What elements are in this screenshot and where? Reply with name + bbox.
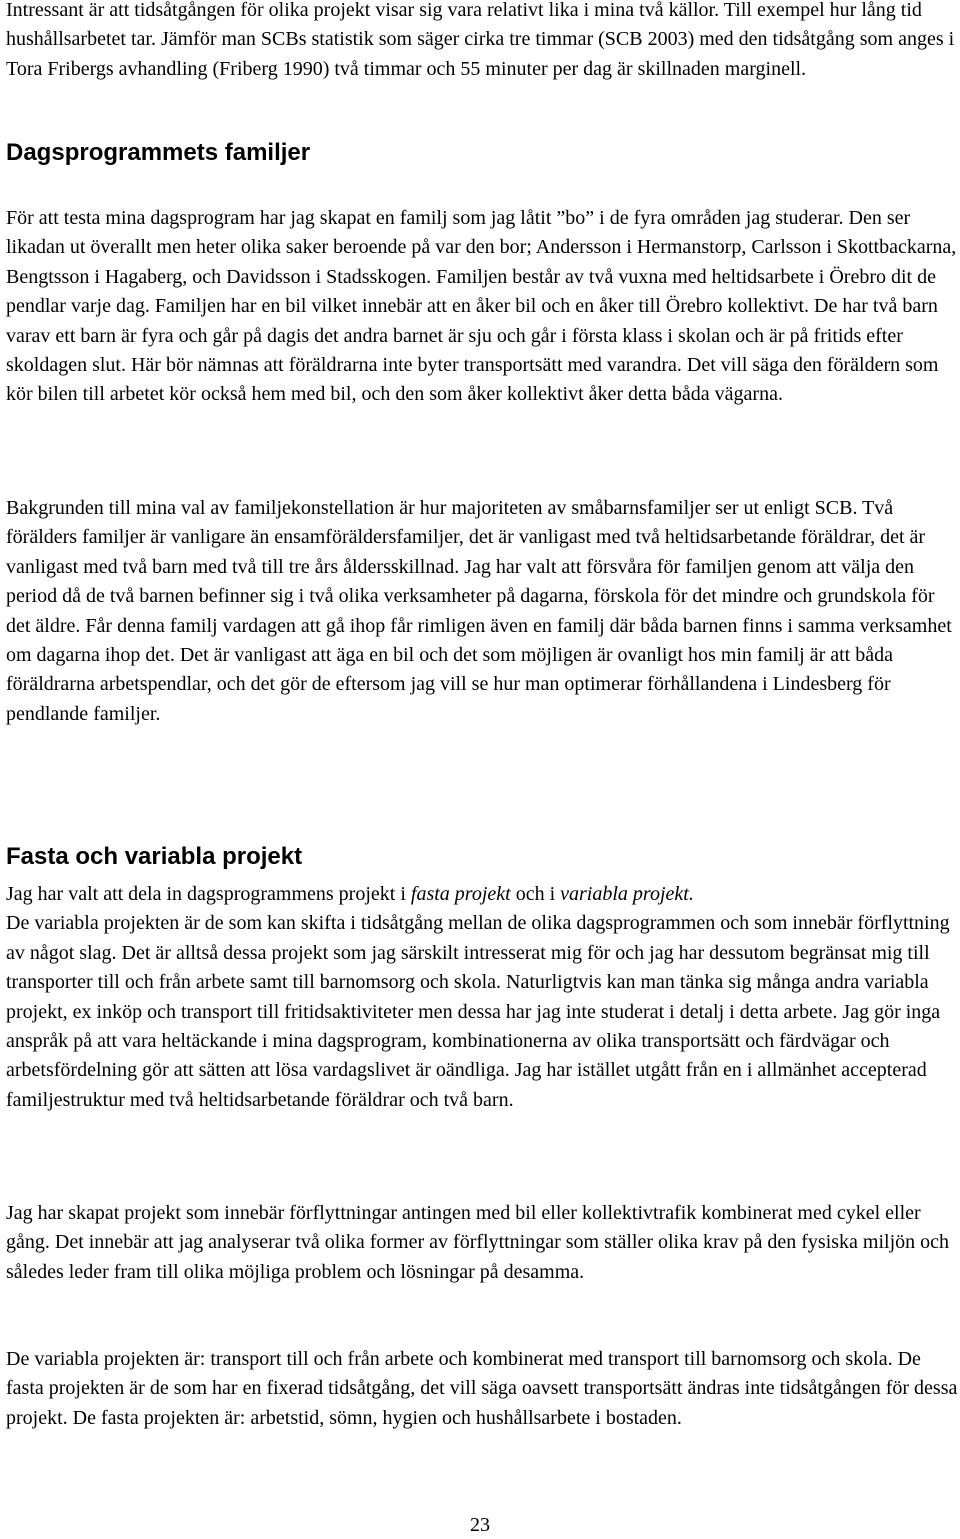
- movement-paragraph: Jag har skapat projekt som innebär förflyttningar antingen med bil eller kollektivtrafik kombinerat med cykel eller gång. Det innebär att jag analyserar två olika former av förflyttningar som ställer olika krav på den fysiska miljön och således leder fram till olika möjliga problem och lösningar på desamma.: [6, 1202, 950, 1283]
- projects-paragraph-rest: De variabla projekten är de som kan skifta i tidsåtgång mellan de olika dagsprogrammen och som innebär förflyttning av något slag. Det är alltså dessa projekt som jag särskilt intresserat mig för och jag har dessutom begränsat mig till transporter till och från arbete samt till barnomsorg och skola. Naturligtvis kan man tänka sig många andra variabla projekt, ex inköp och transport till fritidsaktiviteter men dessa har jag inte studerat i detalj i detta arbete. Jag gör inga anspråk på att vara heltäckande i mina dagsprogram, kombinationerna av olika transportsätt och färdvägar och arbetsfördelning gör att sätten att lösa vardagslivet är oändliga. Jag har istället utgått från en i allmänhet accepterad familjestruktur med två heltidsarbetande föräldrar och två barn.: [6, 912, 950, 1111]
- projects-paragraph: [6, 880, 958, 1115]
- projects-paragraph-lead: Jag har valt att dela in dagsprogrammens projekt i: [6, 883, 411, 905]
- intro-paragraph: Intressant är att tidsåtgången för olika projekt visar sig vara relativt lika i mina två källor. Till exempel hur lång tid hushållsarbetet tar. Jämför man SCBs statistik som säger cirka tre timmar (SCB 2003) med den tidsåtgång som anges i Tora Fribergs avhandling (Friberg 1990) två timmar och 55 minuter per dag är skillnaden marginell.: [6, 0, 955, 80]
- fasta-projekt-term: fasta projekt: [410, 883, 511, 905]
- projects-paragraph-mid: och i: [510, 883, 561, 905]
- background-paragraph: Bakgrunden till mina val av familjekonstellation är hur majoriteten av småbarnsfamiljer ser ut enligt SCB. Två förälders familjer är vanligare än ensamföräldersfamiljer, det är vanligast med två heltidsarbetande föräldrar, det är vanligast med två barn med två till tre års åldersskillnad. Jag har valt att försvåra för familjen genom att välja den period då de två barnen befinner sig i två olika verksamheter på dagarna, förskola för det mindre och grundskola för det äldre. Får denna familj vardagen att gå ihop får rimligen även en familj där båda barnen finns i samma verksamhet om dagarna ihop det. Det är vanligast att äga en bil och det som möjligen är ovanligt hos min familj är att båda föräldrarna arbetspendlar, och det gör de eftersom jag vill se hur man optimerar förhållandena i Lindesberg för pendlande familjer.: [6, 497, 952, 725]
- section-heading-dagsprogrammets-familjer: Dagsprogrammets familjer: [6, 139, 311, 166]
- section-heading-fasta-och-variabla-projekt: Fasta och variabla projekt: [6, 843, 303, 870]
- variabla-projekt-term: variabla projekt.: [560, 883, 694, 905]
- family-paragraph: För att testa mina dagsprogram har jag skapat en familj som jag låtit ”bo” i de fyra områden jag studerar. Den ser likadan ut överallt men heter olika saker beroende på var den bor; Andersson i Hermanstorp, Carlsson i Skottbackarna, Bengtsson i Hagaberg, och Davidsson i Stadsskogen. Familjen består av två vuxna med heltidsarbete i Örebro dit de pendlar varje dag. Familjen har en bil vilket innebär att en åker bil och en åker till Örebro kollektivt. De har två barn varav ett barn är fyra och går på dagis det andra barnet är sju och går i första klass i skolan och är på fritids efter skoldagen slut. Här bör nämnas att föräldrarna inte byter transportsätt med varandra. Det vill säga den föräldern som kör bilen till arbetet kör också hem med bil, och den som åker kollektivt åker detta båda vägarna.: [6, 207, 957, 406]
- project-definitions-paragraph: De variabla projekten är: transport till och från arbete och kombinerat med transport till barnomsorg och skola. De fasta projekten är de som har en fixerad tidsåtgång, det vill säga oavsett transportsätt ändras inte tidsåtgången för dessa projekt. De fasta projekten är: arbetstid, sömn, hygien och hushållsarbete i bostaden.: [6, 1348, 958, 1429]
- page-number: 23: [470, 1514, 490, 1536]
